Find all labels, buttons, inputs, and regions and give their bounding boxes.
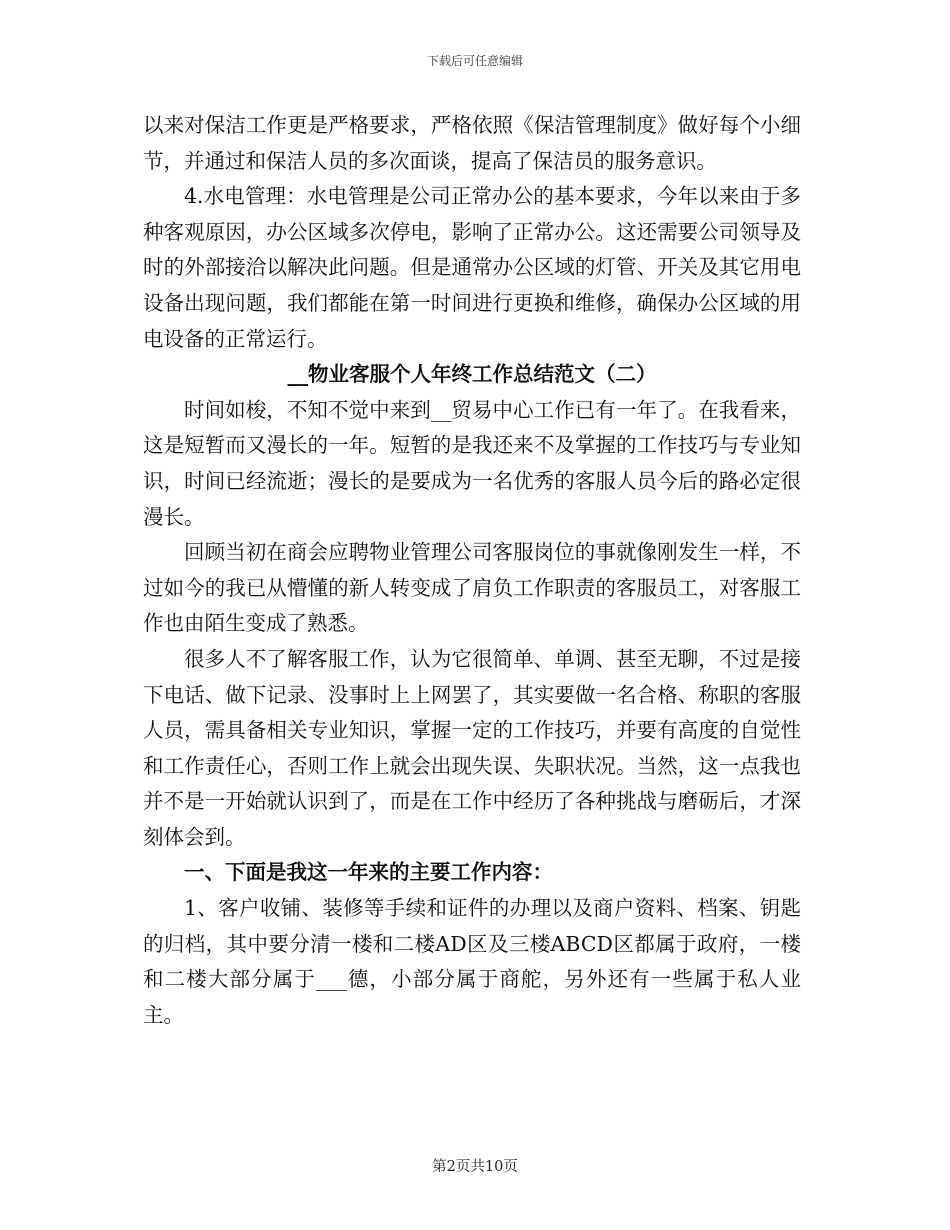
document-title: __物业客服个人年终工作总结范文（二） <box>287 362 657 387</box>
page-header-note: 下载后可任意编辑 <box>426 54 523 68</box>
paragraph-utilities-management: 4.水电管理：水电管理是公司正常办公的基本要求，今年以来由于多种客观原因，办公区域多次停电，影响了正常办公。这还需要公司领导及时的外部接洽以解决此问题。但是通常办公区域的灯管、开关及其它用电设备出现问题，我们都能在第一时间进行更换和维修，确保办公区域的用电设备的正常运行。 <box>143 184 801 351</box>
document-body <box>143 108 801 1033</box>
page-number-footer: 第2页共10页 <box>432 1159 518 1175</box>
paragraph-cleaning-continued: 以来对保洁工作更是严格要求，严格依照《保洁管理制度》做好每个小细节，并通过和保洁人员的多次面谈，提高了保洁员的服务意识。 <box>143 113 801 173</box>
paragraph-recollection: 回顾当初在商会应聘物业管理公司客服岗位的事就像刚发生一样，不过如今的我已从懵懂的新人转变成了肩负工作职责的客服员工，对客服工作也由陌生变成了熟悉。 <box>143 540 801 636</box>
paragraph-customer-service-view: 很多人不了解客服工作，认为它很简单、单调、甚至无聊，不过是接下电话、做下记录、没事时上上网罢了，其实要做一名合格、称职的客服人员，需具备相关专业知识，掌握一定的工作技巧，并要有高度的自觉性和工作责任心，否则工作上就会出现失误、失职状况。当然，这一点我也并不是一开始就认识到了，而是在工作中经历了各种挑战与磨砺后，才深刻体会到。 <box>143 646 801 849</box>
paragraph-intro: 时间如梭，不知不觉中来到__贸易中心工作已有一年了。在我看来，这是短暂而又漫长的一年。短暂的是我还来不及掌握的工作技巧与专业知识，时间已经流逝；漫长的是要成为一名优秀的客服人员今后的路必定很漫长。 <box>143 397 801 529</box>
section-heading-main-work: 一、下面是我这一年来的主要工作内容： <box>184 860 553 885</box>
paragraph-work-item-1: 1、客户收铺、装修等手续和证件的办理以及商户资料、档案、钥匙的归档，其中要分清一楼和二楼AD区及三楼ABCD区都属于政府，一楼和二楼大部分属于___德，小部分属于商舵，另外还有一些属于私人业主。 <box>143 896 801 1027</box>
